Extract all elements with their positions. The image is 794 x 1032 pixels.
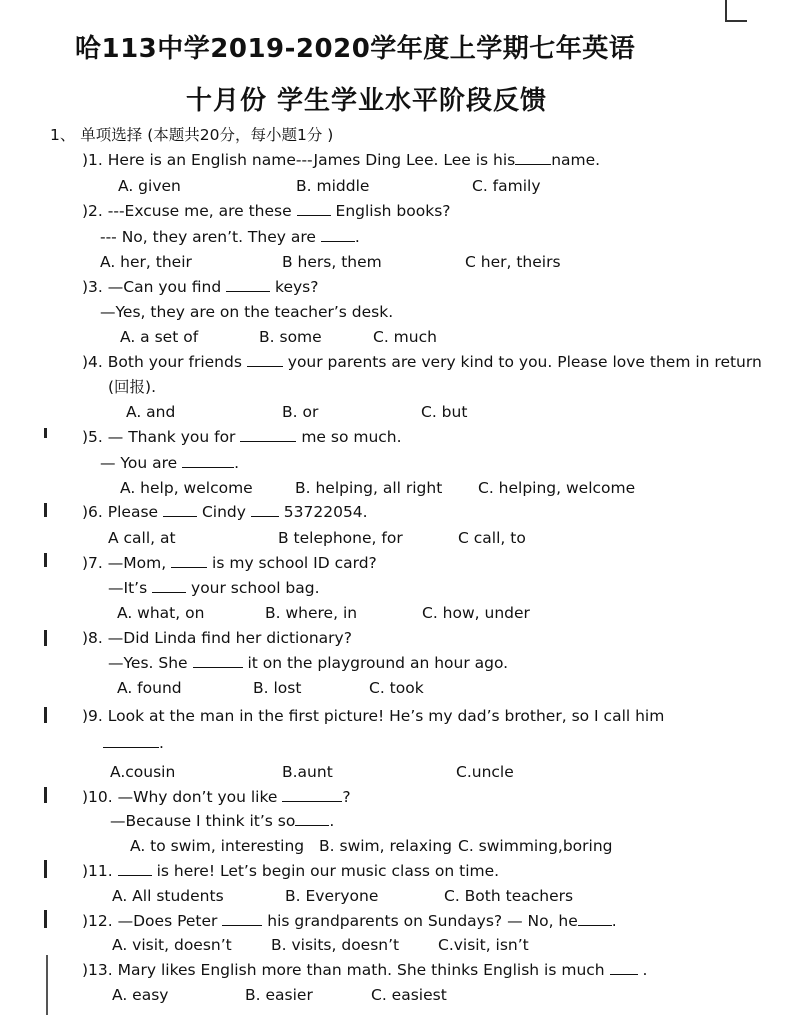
margin-mark bbox=[44, 707, 47, 723]
option-c: C. much bbox=[373, 328, 437, 346]
option-b: B. easier bbox=[245, 986, 313, 1004]
question-10-stem: )10. —Why don’t you like ? bbox=[82, 788, 351, 806]
option-b: B. middle bbox=[296, 177, 370, 195]
option-a: A. easy bbox=[112, 986, 169, 1004]
option-b: B. visits, doesn’t bbox=[271, 936, 400, 954]
answer-blank bbox=[251, 502, 279, 517]
question-9-blank-line: . bbox=[103, 733, 164, 753]
question-2-stem: )2. ---Excuse me, are these English books? bbox=[82, 202, 451, 220]
corner-mark bbox=[725, 0, 747, 22]
option-c: C. Both teachers bbox=[444, 887, 574, 905]
exam-title: 哈113中学2019-2020学年度上学期七年英语 bbox=[75, 34, 636, 64]
question-8-stem: )8. —Did Linda find her dictionary? bbox=[82, 629, 352, 647]
answer-blank bbox=[226, 277, 270, 292]
option-a: A. to swim, interesting bbox=[130, 837, 305, 855]
margin-line bbox=[46, 955, 48, 1015]
option-a: A. what, on bbox=[117, 604, 205, 622]
answer-blank bbox=[182, 453, 234, 468]
option-a: A. and bbox=[126, 403, 176, 421]
question-1-stem: )1. Here is an English name---James Ding Lee. Lee is his name. bbox=[82, 151, 601, 169]
option-c: C. family bbox=[472, 177, 541, 195]
answer-blank bbox=[118, 861, 152, 876]
answer-blank bbox=[171, 553, 207, 568]
margin-mark bbox=[44, 553, 47, 567]
margin-mark bbox=[44, 860, 47, 878]
margin-mark bbox=[44, 503, 47, 517]
answer-blank bbox=[515, 150, 551, 165]
question-5-reply: — You are . bbox=[100, 454, 240, 472]
option-b: B telephone, for bbox=[278, 529, 403, 547]
option-c: C call, to bbox=[458, 529, 526, 547]
question-4-stem: )4. Both your friends your parents are very kind to you. Please love them in return bbox=[82, 353, 762, 371]
question-6-stem: )6. Please Cindy 53722054. bbox=[82, 503, 368, 521]
answer-blank bbox=[240, 427, 296, 442]
exam-subtitle: 十月份 学生学业水平阶段反馈 bbox=[186, 86, 548, 116]
answer-blank bbox=[163, 502, 197, 517]
option-a: A. found bbox=[117, 679, 182, 697]
option-b: B. helping, all right bbox=[295, 479, 443, 497]
option-b: B. Everyone bbox=[285, 887, 379, 905]
option-a: A.cousin bbox=[110, 763, 176, 781]
option-b: B hers, them bbox=[282, 253, 382, 271]
margin-mark bbox=[44, 630, 47, 646]
option-b: B. where, in bbox=[265, 604, 358, 622]
option-c: C. easiest bbox=[371, 986, 447, 1004]
answer-blank bbox=[247, 352, 283, 367]
option-c: C. but bbox=[421, 403, 468, 421]
option-b: B. some bbox=[259, 328, 322, 346]
option-c: C. swimming,boring bbox=[458, 837, 613, 855]
option-a: A. All students bbox=[112, 887, 224, 905]
option-b: B.aunt bbox=[282, 763, 333, 781]
option-c: C.visit, isn’t bbox=[438, 936, 529, 954]
option-a: A. help, welcome bbox=[120, 479, 253, 497]
answer-blank bbox=[578, 911, 612, 926]
option-c: C. how, under bbox=[422, 604, 530, 622]
question-7-stem: )7. —Mom, is my school ID card? bbox=[82, 554, 377, 572]
question-10-reply: —Because I think it’s so . bbox=[110, 812, 335, 830]
option-a: A. given bbox=[118, 177, 181, 195]
answer-blank bbox=[297, 201, 331, 216]
question-11-stem: )11. is here! Let’s begin our music class on time. bbox=[82, 862, 500, 880]
question-4-continuation: (回报). bbox=[108, 378, 157, 396]
answer-blank bbox=[282, 787, 342, 802]
option-a: A. visit, doesn’t bbox=[112, 936, 232, 954]
answer-blank bbox=[152, 578, 186, 593]
section-heading: 1、 单项选择 (本题共20分，每小题1分 ) bbox=[50, 126, 334, 144]
answer-blank bbox=[610, 960, 638, 975]
answer-blank bbox=[295, 811, 329, 826]
option-c: C. helping, welcome bbox=[478, 479, 636, 497]
question-9-stem: )9. Look at the man in the first picture! He’s my dad’s brother, so I call him bbox=[82, 707, 665, 725]
question-13-stem: )13. Mary likes English more than math. She thinks English is much . bbox=[82, 961, 648, 979]
answer-blank bbox=[193, 653, 243, 668]
option-c: C. took bbox=[369, 679, 424, 697]
option-a: A call, at bbox=[108, 529, 176, 547]
question-3-reply: —Yes, they are on the teacher’s desk. bbox=[100, 303, 394, 321]
option-c: C.uncle bbox=[456, 763, 514, 781]
margin-mark bbox=[44, 428, 47, 438]
question-2-reply: --- No, they aren’t. They are . bbox=[100, 228, 360, 246]
answer-blank bbox=[321, 227, 355, 242]
answer-blank bbox=[103, 733, 159, 748]
question-5-stem: )5. — Thank you for me so much. bbox=[82, 428, 402, 446]
option-a: A. her, their bbox=[100, 253, 192, 271]
option-c: C her, theirs bbox=[465, 253, 561, 271]
option-a: A. a set of bbox=[120, 328, 199, 346]
margin-mark bbox=[44, 910, 47, 928]
option-b: B. lost bbox=[253, 679, 302, 697]
margin-mark bbox=[44, 787, 47, 803]
question-8-reply: —Yes. She it on the playground an hour ago. bbox=[108, 654, 509, 672]
question-3-stem: )3. —Can you find keys? bbox=[82, 278, 319, 296]
question-7-reply: —It’s your school bag. bbox=[108, 579, 320, 597]
option-b: B. or bbox=[282, 403, 319, 421]
answer-blank bbox=[222, 911, 262, 926]
question-12-stem: )12. —Does Peter his grandparents on Sundays? — No, he . bbox=[82, 912, 617, 930]
option-b: B. swim, relaxing bbox=[319, 837, 453, 855]
